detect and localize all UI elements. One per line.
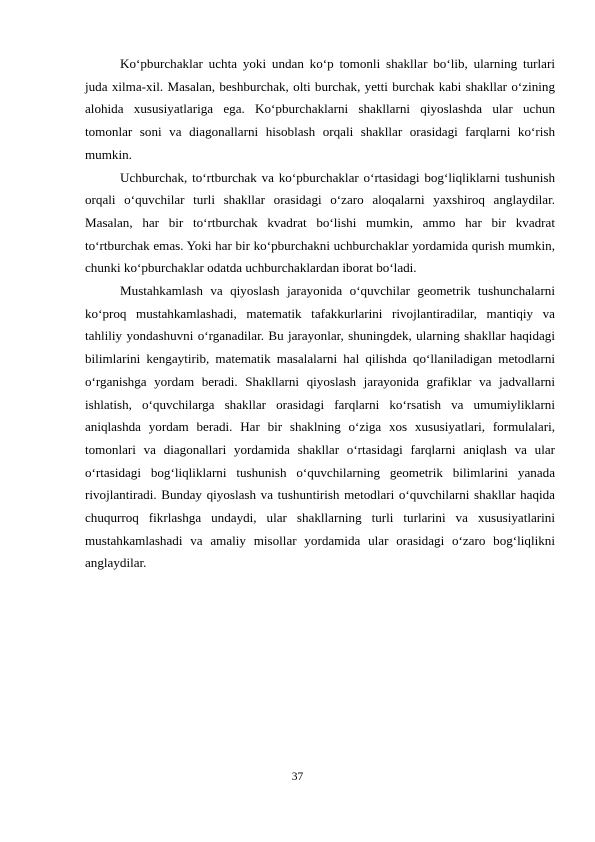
paragraph-relationships: Uchburchak, to‘rtburchak va ko‘pburchaklar o‘rtasidagi bog‘liqliklarni tushunish orqali o‘quvchilar turli shakllar orasidagi o‘zaro aloqalarni yaxshiroq anglaydilar. Masalan, har bir to‘rtburchak kvadrat bo‘lishi mumkin, ammo har bir kvadrat to‘rtburchak emas. Yoki har bir ko‘pburchakni uchburchaklar yordamida qurish mumkin, chunki ko‘pburchaklar odatda uchburchaklardan iborat bo‘ladi. [85, 169, 555, 276]
paragraph-polygons: Ko‘pburchaklar uchta yoki undan ko‘p tomonli shakllar bo‘lib, ularning turlari juda xilma-xil. Masalan, beshburchak, olti burchak, yetti burchak kabi shakllar o‘zining alohida xususiyatlariga ega. Ko‘pburchaklarni shakllarni qiyoslashda ular uchun tomonlar soni va diagonallarni hisoblash orqali shakllar orasidagi farqlarni ko‘rish mumkin. [85, 56, 555, 162]
paragraph-reinforcement: Mustahkamlash va qiyoslash jarayonida o‘quvchilar geometrik tushunchalarni ko‘proq mustahkamlashadi, matematik tafakkurlarini rivojlantiradilar, mantiqiy va tahliliy yondashuvni o‘rganadilar. Bu jarayonlar, shuningdek, ularning shakllar haqidagi bilimlarini kengaytirib, matematik masalalarni hal qilishda qo‘llaniladigan metodlarni o‘rganishga yordam beradi. Shakllarni qiyoslash jarayonida grafiklar va jadvallarni ishlatish, o‘quvchilarga shakllar orasidagi farqlarni ko‘rsatish va umumiyliklarni aniqlashda yordam beradi. Har bir shaklning o‘ziga xos xususiyatlari, formulalari, tomonlari va diagonallari yordamida shakllar o‘rtasidagi farqlarni aniqlash va ular o‘rtasidagi bog‘liqliklarni tushunish o‘quvchilarning geometrik bilimlarini yanada rivojlantiradi. Bunday qiyoslash va tushuntirish metodlari o‘quvchilarni shakllar haqida chuqurroq fikrlashga undaydi, ular shakllarning turli turlarini va xususiyatlarini mustahkamlashadi va amaliy misollar yordamida ular orasidagi o‘zaro bog‘liqlikni anglaydilar. [85, 283, 555, 571]
page-number: 37 [291, 771, 304, 783]
body-text [85, 53, 555, 575]
